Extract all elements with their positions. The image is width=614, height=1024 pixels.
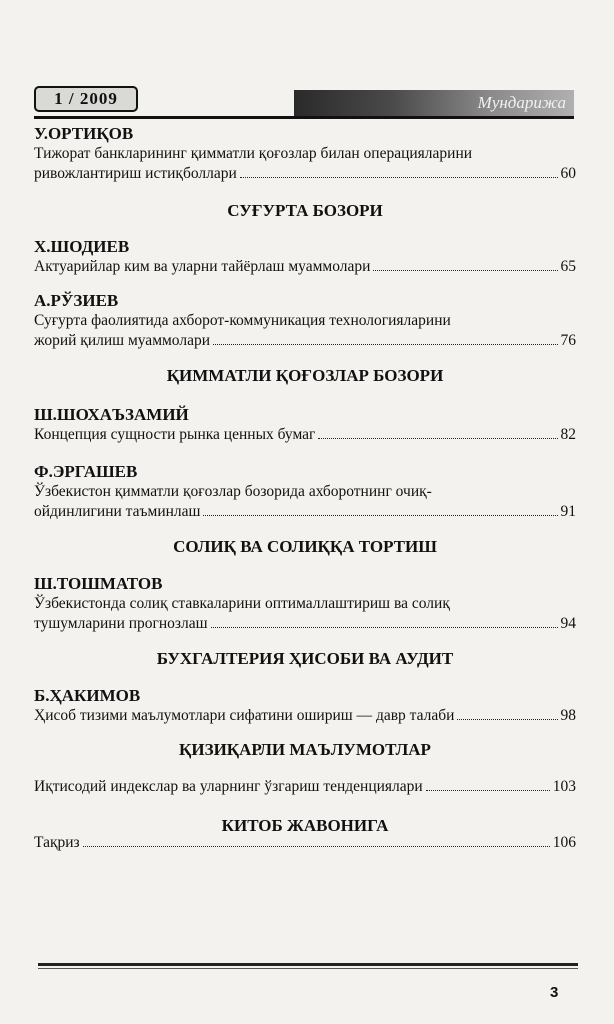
section-heading: СУҒУРТА БОЗОРИ xyxy=(227,201,383,220)
header-bar xyxy=(294,90,574,116)
dot-leader xyxy=(240,177,558,178)
author-name: У.ОРТИҚОВ xyxy=(34,124,134,143)
entry-title-last-line xyxy=(34,706,576,726)
author-name: Б.ҲАКИМОВ xyxy=(34,686,141,705)
dot-leader xyxy=(211,627,558,628)
page-ref: 94 xyxy=(560,615,576,632)
entry-title-line: Тижорат банкларининг қимматли қоғозлар билан операцияларини xyxy=(34,145,473,162)
toc-entry xyxy=(34,124,576,184)
entry-title-last-line xyxy=(34,331,576,351)
dot-leader xyxy=(83,846,550,847)
section-heading: БУХГАЛТЕРИЯ ҲИСОБИ ВА АУДИТ xyxy=(156,649,454,668)
entry-title-line: Суғурта фаолиятида ахборот-коммуникация технологияларини xyxy=(34,312,451,329)
toc-entry xyxy=(34,574,576,634)
entry-title-text: Иқтисодий индекслар ва уларнинг ўзгариш тенденциялари xyxy=(34,778,423,795)
toc-entry xyxy=(34,686,576,726)
page-ref: 60 xyxy=(560,165,576,182)
section-heading: ҚИММАТЛИ ҚОҒОЗЛАР БОЗОРИ xyxy=(166,366,444,385)
entry-title-last-line xyxy=(34,164,576,184)
entry-title-text: тушумларини прогнозлаш xyxy=(34,615,208,632)
page-ref: 76 xyxy=(560,332,576,349)
author-name: Ш.ШОХАЪЗАМИЙ xyxy=(34,405,189,424)
contents-label: Мундарижа xyxy=(477,93,566,112)
footer-rule-thin xyxy=(38,968,578,969)
entry-title-text: Актуарийлар ким ва уларни тайёрлаш муаммолари xyxy=(34,258,371,275)
section-heading: СОЛИҚ ВА СОЛИҚҚА ТОРТИШ xyxy=(173,537,437,556)
author-name: А.РЎЗИЕВ xyxy=(34,291,119,310)
page-ref: 65 xyxy=(560,258,576,275)
entry-title-last-line xyxy=(34,502,576,522)
entry-title-text: ривожлантириш истиқболлари xyxy=(34,165,237,182)
entry-title-line: Ўзбекистонда солиқ ставкаларини оптималлаштириш ва солиқ xyxy=(34,595,450,612)
entry-title-last-line xyxy=(34,425,576,445)
page-number: 3 xyxy=(550,984,559,1001)
entry-title-text: Ҳисоб тизими маълумотлари сифатини ошириш — давр талаби xyxy=(34,707,455,724)
dot-leader xyxy=(213,344,557,345)
page-ref: 106 xyxy=(552,834,576,851)
toc-entry xyxy=(34,462,576,522)
header-rule xyxy=(34,116,574,119)
entry-title-text: ойдинлигини таъминлаш xyxy=(34,503,201,520)
entry-title-last-line xyxy=(34,257,576,277)
entry-title-text: Тақриз xyxy=(34,834,80,851)
section-heading: КИТОБ ЖАВОНИГА xyxy=(221,816,389,835)
page-ref: 91 xyxy=(560,503,576,520)
author-name: Ш.ТОШМАТОВ xyxy=(34,574,163,593)
dot-leader xyxy=(373,270,557,271)
entry-title-last-line xyxy=(34,833,576,853)
entry-title-line: Ўзбекистон қимматли қоғозлар бозорида ахборотнинг очиқ- xyxy=(34,483,432,500)
dot-leader xyxy=(203,515,557,516)
author-name: Х.ШОДИЕВ xyxy=(34,237,130,256)
dot-leader xyxy=(426,790,550,791)
author-name: Ф.ЭРГАШЕВ xyxy=(34,462,138,481)
entry-title-last-line xyxy=(34,777,576,797)
entry-title-text: Концепция сущности рынка ценных бумаг xyxy=(34,426,316,443)
dot-leader xyxy=(318,438,557,439)
toc-entry xyxy=(34,237,576,277)
page-ref: 103 xyxy=(552,778,576,795)
issue-badge: 1 / 2009 xyxy=(34,86,138,112)
toc-entry xyxy=(34,777,576,797)
toc-entry xyxy=(34,405,576,445)
section-heading: ҚИЗИҚАРЛИ МАЪЛУМОТЛАР xyxy=(179,740,431,759)
page-ref: 98 xyxy=(560,707,576,724)
toc-entry xyxy=(34,833,576,853)
dot-leader xyxy=(457,719,557,720)
footer-rule xyxy=(38,963,578,966)
toc-entry xyxy=(34,291,576,351)
entry-title-text: жорий қилиш муаммолари xyxy=(34,332,211,349)
page-ref: 82 xyxy=(560,426,576,443)
entry-title-last-line xyxy=(34,614,576,634)
